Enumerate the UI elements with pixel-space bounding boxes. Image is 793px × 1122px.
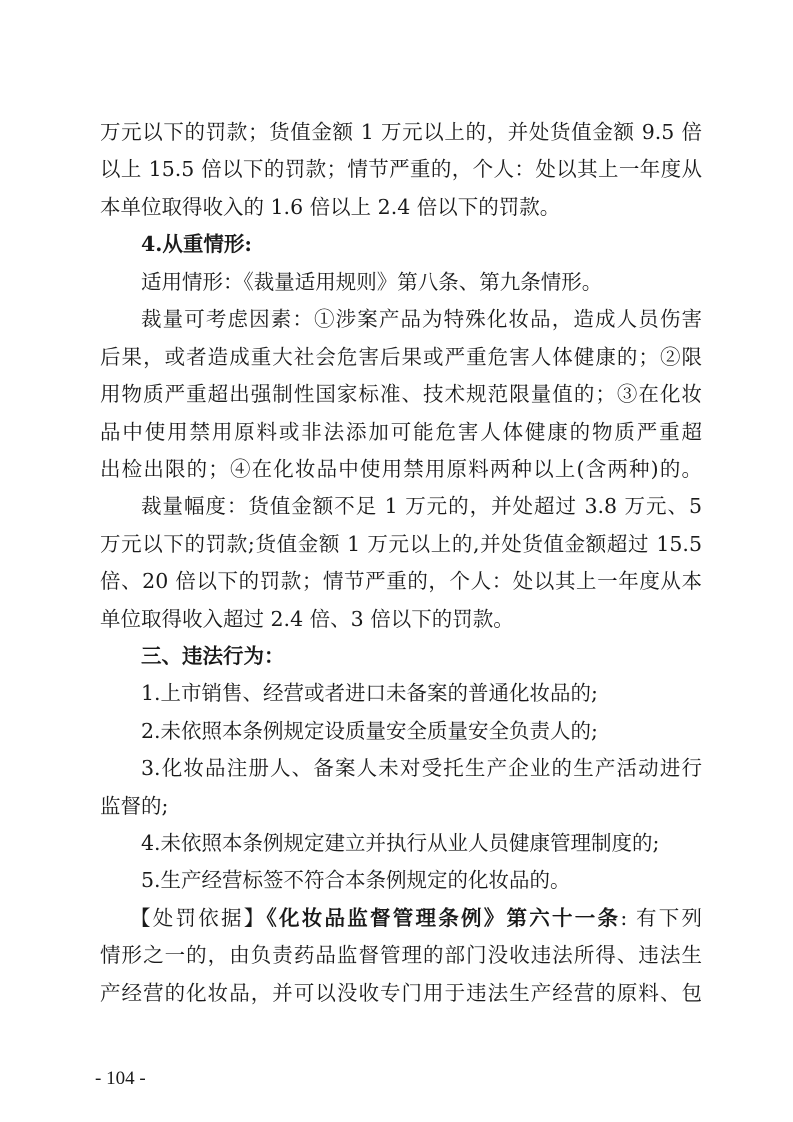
basis-title: 《化妆品监督管理条例》第六十一条 [266, 906, 621, 930]
body-line: 产经营的化妆品，并可以没收专门用于违法生产经营的原料、包 [100, 981, 702, 1005]
section-heading: 4.从重情形: [141, 232, 252, 256]
body-line: 出检出限的；④在化妆品中使用禁用原料两种以上(含两种)的。 [100, 457, 702, 481]
body-line: 裁量可考虑因素：①涉案产品为特殊化妆品，造成人员伤害 [141, 307, 702, 331]
body-line: 用物质严重超出强制性国家标准、技术规范限量值的；③在化妆 [100, 382, 702, 406]
body-line: 万元以下的罚款;货值金额 1 万元以上的,并处货值金额超过 15.5 [100, 532, 702, 556]
basis-text: : 有下列 [620, 906, 702, 930]
list-item: 1.上市销售、经营或者进口未备案的普通化妆品的; [141, 681, 598, 705]
list-item: 3.化妆品注册人、备案人未对受托生产企业的生产活动进行 [141, 756, 702, 780]
body-line: 适用情形：《裁量适用规则》第八条、第九条情形。 [141, 270, 603, 294]
list-item-continuation: 监督的; [100, 794, 169, 818]
body-line: 裁量幅度：货值金额不足 1 万元的，并处超过 3.8 万元、5 [141, 494, 702, 518]
list-item: 5.生产经营标签不符合本条例规定的化妆品的。 [141, 868, 571, 892]
body-line: 万元以下的罚款；货值金额 1 万元以上的，并处货值金额 9.5 倍 [100, 120, 702, 144]
list-item: 4.未依照本条例规定建立并执行从业人员健康管理制度的; [141, 831, 660, 855]
body-line: 品中使用禁用原料或非法添加可能危害人体健康的物质严重超 [100, 420, 702, 444]
body-line: 以上 15.5 倍以下的罚款；情节严重的，个人：处以其上一年度从 [100, 157, 702, 181]
list-item: 2.未依照本条例规定设质量安全质量安全负责人的; [141, 719, 598, 743]
penalty-basis-line [130, 905, 702, 931]
body-line: 情形之一的，由负责药品监督管理的部门没收违法所得、违法生 [100, 943, 702, 967]
body-line: 倍、20 倍以下的罚款；情节严重的，个人：处以其上一年度从本 [100, 569, 702, 593]
body-line: 单位取得收入超过 2.4 倍、3 倍以下的罚款。 [100, 607, 514, 631]
basis-label: 【处罚依据】 [130, 906, 267, 930]
page-number: - 104 - [95, 1068, 146, 1089]
body-line: 后果，或者造成重大社会危害后果或严重危害人体健康的；②限 [100, 345, 702, 369]
section-heading: 三、违法行为： [141, 644, 285, 668]
body-line: 本单位取得收入的 1.6 倍以上 2.4 倍以下的罚款。 [100, 195, 561, 219]
